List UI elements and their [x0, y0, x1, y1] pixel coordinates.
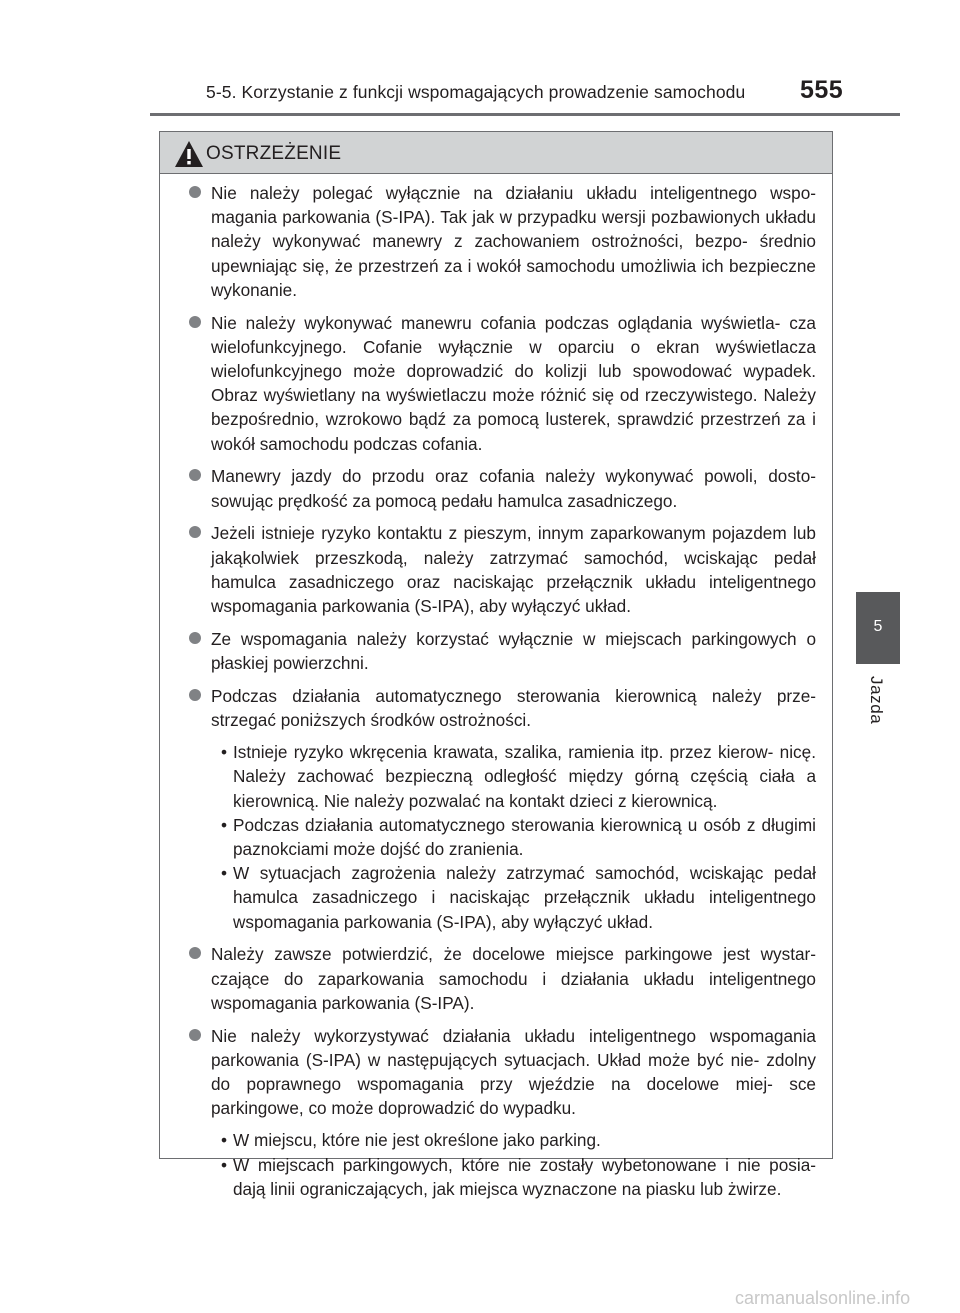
warning-item	[175, 684, 816, 732]
sub-bullet-icon: •	[221, 1130, 228, 1151]
warning-item	[175, 521, 816, 618]
warning-item	[175, 1024, 816, 1121]
warning-item	[175, 464, 816, 512]
warning-item	[175, 942, 816, 1015]
warning-item	[175, 181, 816, 302]
bullet-icon	[189, 947, 201, 959]
warning-item	[175, 311, 816, 456]
chapter-number: 5	[873, 618, 883, 635]
sub-list	[175, 740, 816, 934]
warning-header	[160, 132, 832, 174]
header-divider	[150, 113, 900, 116]
chapter-tab	[856, 592, 900, 664]
warning-triangle-icon	[174, 140, 204, 168]
warning-body	[160, 181, 832, 1210]
warning-item-text: Ze wspomagania należy korzystać wyłącznie w miejscach parkingowych o płaskiej powierzchni.	[211, 628, 816, 674]
sub-item-text: W miejscu, które nie jest określone jako parking.	[233, 1130, 601, 1151]
warning-item-text: Należy zawsze potwierdzić, że docelowe miejsce parkingowe jest wystar- czające do zaparkowania samochodu i działania układu inteligentnego wspomagania parkowania (S-IPA).	[211, 944, 816, 1013]
warning-item-text: Podczas działania automatycznego sterowania kierownicą należy prze- strzegać poniższych środków ostrożności.	[211, 685, 816, 731]
sub-item-text: Istnieje ryzyko wkręcenia krawata, szalika, ramienia itp. przez kierow- nicę. Należy zachować bezpieczną odległość między górną częścią ciała a kierownicą. Nie należy pozwalać na kontakt dzieci z kierownicą.	[233, 742, 816, 811]
sub-bullet-icon: •	[221, 814, 228, 835]
warning-title: OSTRZEŻENIE	[206, 143, 342, 164]
bullet-icon	[189, 316, 201, 328]
page-number: 555	[800, 76, 844, 104]
sub-item-text: W miejscach parkingowych, które nie zostały wybetonowane i nie posia- dają linii ograniczających, jak miejsca wyznaczone na piasku lub żwirze.	[233, 1154, 816, 1199]
warning-box	[159, 131, 833, 1199]
warning-item-text: Nie należy polegać wyłącznie na działaniu układu inteligentnego wspo- magania parkowania (S-IPA). Tak jak w przypadku wersji pozbawionych układu należy wykonywać manewry z zachowaniem ostrożności, bezpo- średnio upewniając się, że przestrzeń za i wokół samochodu umożliwia ich bezpieczne wykonanie.	[211, 183, 816, 300]
warning-item-text: Jeżeli istnieje ryzyko kontaktu z pieszym, innym zaparkowanym pojazdem lub jakąkolwiek przeszkodą, należy zatrzymać samochód, wciskając pedał hamulca zasadniczego oraz naciskając przełącznik układu inteligentnego wspomagania parkowania (S-IPA), aby wyłączyć układ.	[211, 523, 816, 617]
warning-item-text: Nie należy wykorzystywać działania układu inteligentnego wspomagania parkowania (S-IPA) w następujących sytuacjach. Układ może być nie- zdolny do poprawnego wspomagania przy wjeździe na docelowe miej- sce parkingowe, co może doprowadzić do wypadku.	[211, 1025, 816, 1119]
warning-item-text: Manewry jazdy do przodu oraz cofania należy wykonywać powoli, dosto- sowując prędkość za pomocą pedału hamulca zasadniczego.	[211, 466, 816, 511]
sub-item	[175, 740, 816, 813]
section-title: 5-5. Korzystanie z funkcji wspomagających prowadzenie samochodu	[206, 82, 746, 102]
sub-item-text: Podczas działania automatycznego sterowania kierownicą u osób z długimi paznokciami może dojść do zranienia.	[233, 814, 816, 860]
sub-item	[175, 813, 816, 861]
sub-item	[175, 1128, 816, 1152]
watermark: carmanualsonline.info	[735, 1288, 911, 1308]
bullet-icon	[189, 689, 201, 701]
warning-item-text: Nie należy wykonywać manewru cofania podczas oglądania wyświetla- cza wielofunkcyjnego. Cofanie wyłącznie w oparciu o ekran wyświetlacza wielofunkcyjnego może doprowadzić do kolizji lub spowodować wypadek. Obraz wyświetlany na wyświetlaczu może różnić się od rzeczywistego. Należy bezpośrednio, wzrokowo bądź za pomocą lusterek, sprawdzić przestrzeń za i wokół samochodu podczas cofania.	[211, 312, 816, 454]
bullet-icon	[189, 186, 201, 198]
sub-bullet-icon: •	[221, 863, 228, 884]
sub-list	[175, 1128, 816, 1201]
bullet-icon	[189, 632, 201, 644]
sub-bullet-icon: •	[221, 1154, 228, 1175]
sub-item	[175, 1153, 816, 1201]
sub-item-text: W sytuacjach zagrożenia należy zatrzymać samochód, wciskając pedał hamulca zasadniczego i naciskając przełącznik układu inteligentnego wspomagania parkowania (S-IPA), aby wyłączyć układ.	[233, 863, 816, 932]
chapter-label: Jazda	[867, 676, 886, 725]
sub-bullet-icon: •	[221, 742, 228, 763]
bullet-icon	[189, 469, 201, 481]
warning-item	[175, 627, 816, 675]
sub-item	[175, 861, 816, 934]
bullet-icon	[189, 1029, 201, 1041]
bullet-icon	[189, 526, 201, 538]
